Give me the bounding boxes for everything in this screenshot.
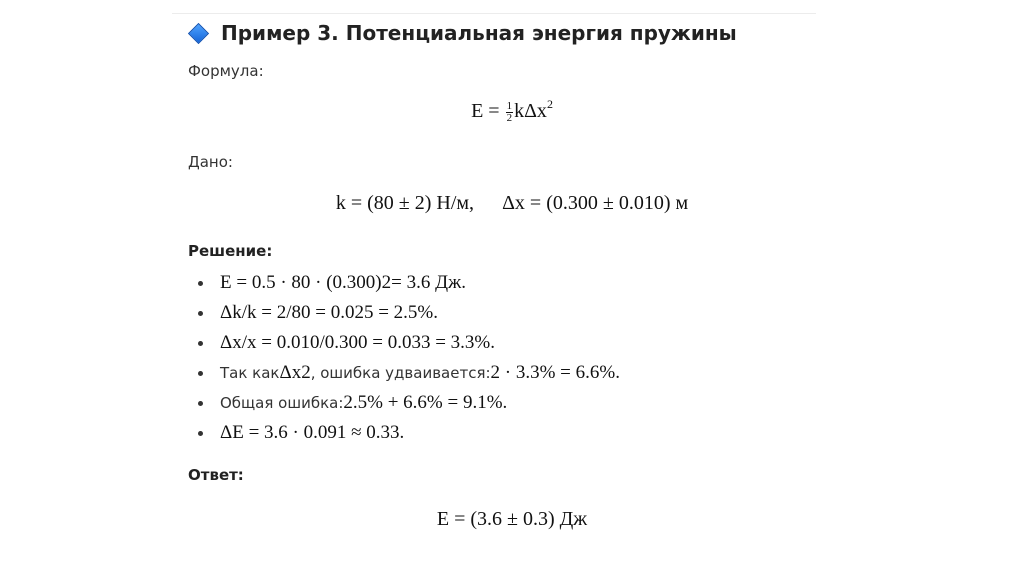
formula-lhs: E = <box>471 100 505 122</box>
example-title: Пример 3. Потенциальная энергия пружины <box>221 21 737 45</box>
bullet-icon <box>198 341 203 346</box>
formula-label: Формула: <box>188 62 264 80</box>
answer-label: Ответ: <box>188 466 244 484</box>
bullet-icon <box>198 401 203 406</box>
solution-math: Δk/k = 2/80 = 0.025 = 2.5%. <box>220 302 438 323</box>
bullet-icon <box>198 281 203 286</box>
blue-diamond-icon <box>188 22 209 43</box>
bullet-icon <box>198 311 203 316</box>
fraction-numerator: 1 <box>506 99 513 112</box>
solution-math: ΔE = 3.6 · 0.091 ≈ 0.33. <box>220 422 405 443</box>
top-divider <box>172 13 816 14</box>
solution-math: 2.5% + 6.6% = 9.1%. <box>343 392 508 413</box>
half-fraction <box>506 101 514 124</box>
solution-math: Δx <box>279 362 302 383</box>
list-item <box>198 298 620 328</box>
answer-formula: E = (3.6 ± 0.3) Дж <box>436 508 588 530</box>
solution-math: Δx/x = 0.010/0.300 = 0.033 = 3.3%. <box>220 332 495 353</box>
list-item: Так как Δx 2 , ошибка удваивается: 2 · 3.3% = 6.6%. <box>198 358 620 388</box>
solution-text: Так как <box>220 364 280 382</box>
list-item <box>198 328 620 358</box>
bullet-icon <box>198 431 203 436</box>
solution-label: Решение: <box>188 242 273 260</box>
formula-rest: kΔx <box>514 100 547 122</box>
solution-list <box>198 268 620 448</box>
list-item <box>198 388 620 418</box>
solution-math: = 3.6 Дж. <box>391 272 466 293</box>
solution-text: Общая ошибка: <box>220 394 344 412</box>
given-label: Дано: <box>188 153 233 171</box>
fraction-denominator: 2 <box>506 111 513 124</box>
solution-text: , ошибка удваивается: <box>310 364 491 382</box>
given-values <box>0 192 1024 215</box>
given-dx: Δx = (0.300 ± 0.010) м <box>502 192 689 214</box>
bullet-icon <box>198 371 203 376</box>
energy-formula <box>0 97 1024 124</box>
formula-exponent: 2 <box>546 97 553 111</box>
solution-math: 2 · 3.3% = 6.6%. <box>490 362 620 383</box>
solution-math: E = 0.5 · 80 · (0.300) <box>220 272 382 293</box>
example-heading <box>188 18 737 48</box>
given-k: k = (80 ± 2) Н/м, <box>335 192 475 214</box>
list-item <box>198 418 620 448</box>
list-item: E = 0.5 · 80 · (0.300) 2 = 3.6 Дж. <box>198 268 620 298</box>
